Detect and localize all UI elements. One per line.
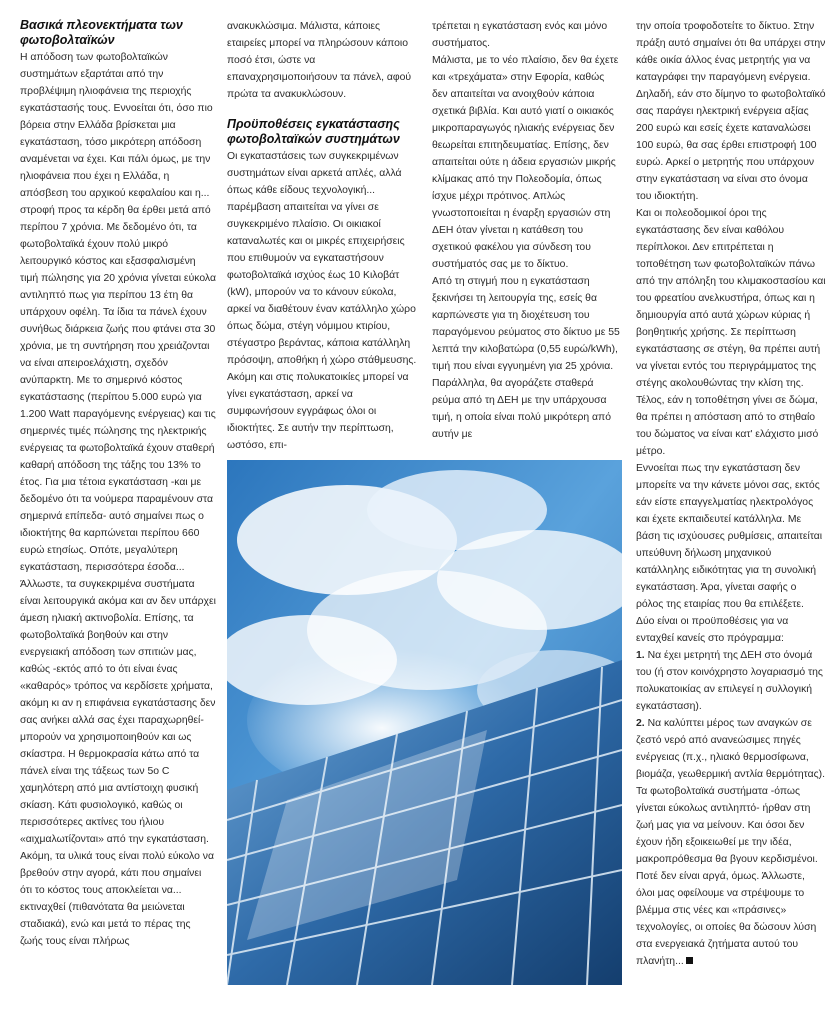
list-number: 1. [636, 650, 645, 661]
solar-panels-photo [227, 460, 622, 985]
paragraph: Εννοείται πως την εγκατάσταση δεν μπορείτε να την κάνετε μόνοι σας, εκτός εάν είστε επαγγελματίας ηλεκτρολόγος και έχετε εκπαιδευτεί κατάλληλα. Με βάση τις ισχύουσες ρυθμίσεις, απαιτείται υπεύθυνη δήλωση μηχανικού κατάλληλης ειδικότητας για τη συνολική εγκατάσταση. Άρα, γίνεται σαφής ο ρόλος της εταιρίας που θα επιλέξετε. [636, 463, 823, 610]
list-item [636, 715, 826, 783]
paragraph: τρέπεται η εγκατάσταση ενός και μόνο συστήματος. [432, 21, 608, 49]
list-text: Να έχει μετρητή της ΔΕΗ στο όνομά του (ή στον κοινόχρηστο λογαριασμό της πολυκατοικίας αν επιλεγεί η συλλογική εγκατάσταση). [636, 650, 823, 712]
column-2 [227, 18, 417, 454]
column-4 [636, 18, 826, 970]
list-item [636, 647, 826, 715]
list-text: Να καλύπτει μέρος των αναγκών σε ζεστό νερό από ανανεώσιμες πηγές ενέργειας (π.χ., ηλιακό θερμοσίφωνα, βιομάζα, γεωθερμική αντλία θερμότητας). [636, 718, 825, 780]
column-1 [20, 18, 216, 950]
paragraph: ανακυκλώσιμα. Μάλιστα, κάποιες εταιρείες μπορεί να πληρώσουν κάποιο ποσό έτσι, ώστε να επαναχρησιμοποιήσουν τα πάνελ, αφού πρώτα τα ανακυκλώσουν. [227, 21, 412, 100]
heading-advantages: Βασικά πλεονεκτήματα των φωτοβολταϊκών [20, 18, 183, 47]
paragraph: την οποία τροφοδοτείτε το δίκτυο. Στην πράξη αυτό σημαίνει ότι θα υπάρχει στην κάθε οικία άλλος ένας μετρητής για να καταγράφει την παραγόμενη ενέργεια. Δηλαδή, εάν στο δίμηνο το φωτοβολταϊκό σας παράγει ηλεκτρική ενέργεια αξίας 200 ευρώ και εσείς έχετε καταναλώσει 100 ευρώ, θα σας έρθει επιστροφή 100 ευρώ. Αρκεί ο μετρητής που υπάρχουν στην εγκατάσταση να είναι στο όνομα του ιδιοκτήτη. [636, 21, 826, 202]
list-number: 2. [636, 718, 645, 729]
requirements-list [636, 647, 826, 783]
paragraph: Μάλιστα, με το νέο πλαίσιο, δεν θα έχετε και «τρεχάματα» στην Εφορία, καθώς δεν απαιτείται να ανοιχθούν κάποια σχετικά βιβλία. Και αυτό γιατί ο οικιακός μικροπαραγωγός ηλιακής ενέργειας δεν θεωρείται επιτηδευματίας. Επίσης, δεν απαιτείται ούτε η άδεια εργασιών μικρής κλίμακας από την Πολεοδομία, όπως ίσχυε μέχρι πρότινος. Απλώς γνωστοποιείται η έναρξη εργασιών στη ΔΕΗ όταν γίνεται η κατάθεση του σχετικού φακέλου για σύνδεση του συστήματός σας με το δίκτυο. [432, 55, 619, 270]
paragraph [636, 783, 826, 970]
paragraph: Οι εγκαταστάσεις των συγκεκριμένων συστημάτων είναι αρκετά απλές, αλλά όπως κάθε είδους τεχνολογική... παρέμβαση απαιτείται να γίνει σε συγκεκριμένο πλαίσιο. Οι οικιακοί καταναλωτές και οι μικρές επιχειρήσεις που επιθυμούν να εγκαταστήσουν φωτοβολταϊκά ισχύος έως 10 Κιλοβάτ (kW), μπορούν να το κάνουν εύκολα, αρκεί να διαθέτουν έναν κατάλληλο χώρο όπως δώμα, στέγη νόμιμου κτιρίου, στέγαστρο βεράντας, κάποια κατάλληλη πρόσοψη, αποθήκη ή χώρο στάθμευσης. Ακόμη και στις πολυκατοικίες μπορεί να γίνει εγκατάσταση, αρκεί να συμφωνήσουν εγγράφως όλοι οι ιδιοκτήτες. Σε αυτήν την περίπτωση, ωστόσο, επι- [227, 151, 417, 451]
paragraph: Η απόδοση των φωτοβολταϊκών συστημάτων εξαρτάται από την προβλέψιμη ηλιοφάνεια της περιοχής εγκατάστασής τους. Εννοείται ότι, όσο πιο βόρεια στην Ελλάδα βρίσκεται μια εγκατάσταση, τόσο μικρότερη απόδοση αναμένεται να έχει. Και πάλι όμως, με την ηλιοφάνεια που έχει η Ελλάδα, η απόσβεση του αρχικού κεφαλαίου και η... στροφή προς τα κέρδη θα έρθει μετά από περίπου 7 χρόνια. Με δεδομένο ότι, τα φωτοβολταϊκά έχουν πολύ μικρό λειτουργικό κόστος και εξασφαλισμένη τιμή πώλησης για 20 χρόνια γίνεται εύκολα αντιληπτό πως για περίπου 13 έτη θα υπάρχουν οφέλη. Τα ίδια τα πάνελ έχουν συνήθως διάρκεια ζωής που φτάνει στα 30 χρόνια, με τη συντήρηση που χρειάζονται να είναι απειροελάχιστη, σχεδόν ανύπαρκτη. Με το σημερινό κόστος εγκατάστασης (περίπου 5.000 ευρώ για 1.200 Watt παραγόμενης ενέργειας) και τις σημερινές τιμές πώλησης της ηλεκτρικής ενέργειας τα φωτοβολταϊκά έχουν σταθερή καθαρή απόδοση της τάξης του 13% το έτος. Για μια τέτοια εγκατάσταση -και με δεδομένο ότι τα νούμερα παραμένουν στα σημερινά επίπεδα- αυτό σημαίνει πως ο ιδιοκτήτης θα καρπώνεται περίπου 660 ευρώ ετησίως. Οπότε, μεγαλύτερη εγκατάσταση, περισσότερα έσοδα... Άλλωστε, τα συγκεκριμένα συστήματα είναι λειτουργικά ακόμα και αν δεν υπάρχει άμεση ηλιακή ακτινοβολία. Επίσης, τα φωτοβολταϊκά βοηθούν και στην ενεργειακή απόδοση των σπιτιών μας, καθώς -εκτός από το ότι είναι ένας «καθαρός» τρόπος να κερδίσετε χρήματα, ακόμη κι αν η επιφάνεια εγκατάστασης δεν σας ανήκει αλλά σας έχει παραχωρηθεί- μπορούν να χρησιμοποιηθούν και ως σκίαστρα. Η θερμοκρασία κάτω από τα πάνελ είναι της τάξεως των 5ο C χαμηλότερη από μια αντίστοιχη φυσική σκίαση. Κάτι φυσιολογικό, καθώς οι περισσότερες ακτίνες του ήλιου «αιχμαλωτίζονται» από την εγκατάσταση. Ακόμη, τα υλικά τους είναι πολύ εύκολο να βρεθούν στην αγορά, κάτι που σημαίνει ότι το κόστος τους αποκλείεται να... εκτιναχθεί (πιθανότατα θα μειώνεται σταδιακά), ενώ και μετά το πέρας της ζωής τους είναι πλήρως [20, 52, 216, 947]
paragraph: Από τη στιγμή που η εγκατάσταση ξεκινήσει τη λειτουργία της, εσείς θα καρπώνεστε για τη διοχέτευση του παραγόμενου ρεύματος στο δίκτυο με 55 λεπτά την κιλοβατώρα (0,55 ευρώ/kWh), τιμή που είναι εγγυημένη για 25 χρόνια. Παράλληλα, θα αγοράζετε σταθερά ρεύμα από τη ΔΕΗ με την υπάρχουσα τιμή, η οποία είναι πολύ μικρότερη από αυτήν με [432, 276, 620, 440]
paragraph: Δύο είναι οι προϋποθέσεις για να ενταχθεί κανείς στο πρόγραμμα: [636, 616, 789, 644]
closing-text: Τα φωτοβολταϊκά συστήματα -όπως γίνεται εύκολως αντιληπτό- ήρθαν στη ζωή μας για να μείνουν. Και όσοι δεν έχουν ήδη εξοικειωθεί με την ιδέα, μακροπρόθεσμα θα βγουν κερδισμένοι. Ποτέ δεν είναι αργά, όμως. Άλλωστε, όλοι μας οφείλουμε να στρέψουμε το βλέμμα στις νέες και «πράσινες» τεχνολογίες, οι οποίες θα δώσουν λύση στα ενεργειακά ζητήματα αυτού του πλανήτη... [636, 786, 818, 967]
column-3 [432, 18, 622, 443]
solar-panels-image [227, 460, 622, 985]
heading-installation-requirements: Προϋποθέσεις εγκατάστασης φωτοβολταϊκών συστημάτων [227, 117, 400, 146]
paragraph: Και οι πολεοδομικοί όροι της εγκατάστασης δεν είναι καθόλου περίπλοκοι. Δεν επιτρέπεται η τοποθέτηση των φωτοβολταϊκών πάνω από την απόληξη του κλιμακοστασίου και του φρεατίου ανελκυστήρα, όπως και η δημιουργία από αυτά χώρων κύριας ή βοηθητικής χρήσης. Σε περίπτωση εγκατάστασης σε στέγη, θα πρέπει αυτή να γίνεται εντός του περιγράμματος της στέγης ακολουθώντας την κλίση της. Τέλος, εάν η τοποθέτηση γίνει σε δώμα, θα πρέπει η απόσταση από το στηθαίο του δώματος να είναι κατ' ελάχιστο μισό μέτρο. [636, 208, 826, 457]
end-of-article-mark [686, 957, 693, 964]
